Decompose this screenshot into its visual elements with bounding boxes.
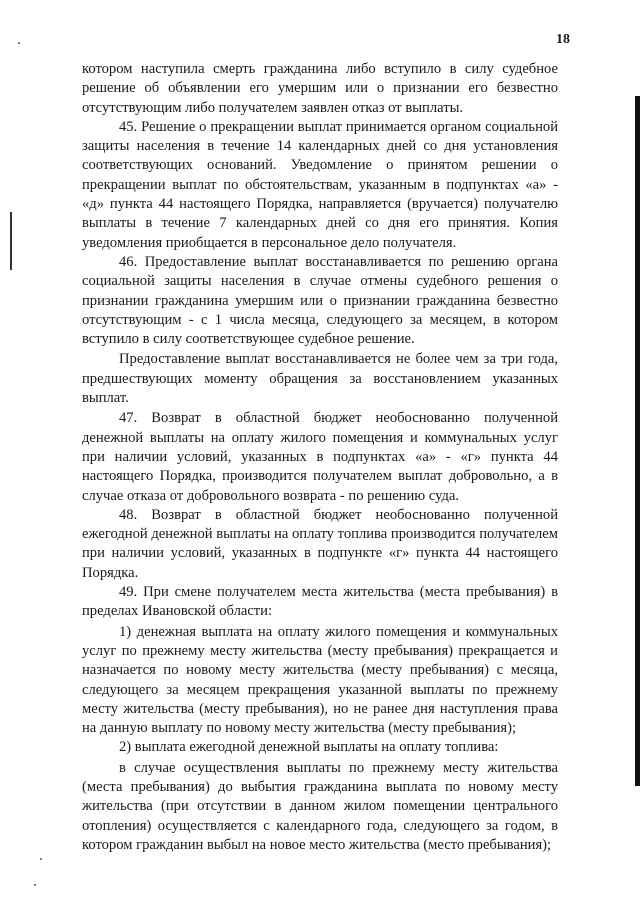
paragraph-48: 48. Возврат в областной бюджет необоснованно полученной ежегодной денежной выплаты на оплату топлива производится получателем при наличии условий, указанных в подпункте «г» пункта 44 настоящего Порядка. xyxy=(82,506,558,581)
scan-speck xyxy=(18,42,20,44)
paragraph-46: 46. Предоставление выплат восстанавливается по решению органа социальной защиты населения в случае отмены судебного решения о признании гражданина умершим или о признании гражданина безвестно отсутствующим - с 1 числа месяца, следующего за месяцем, в котором вступило в силу соответствующее судебное решение. xyxy=(82,253,558,348)
paragraph-47: 47. Возврат в областной бюджет необоснованно полученной денежной выплаты на оплату жилого помещения и коммунальных услуг при наличии условий, указанных в подпунктах «а» - «г» пункта 44 настоящего Порядка, производится получателем выплат добровольно, а в случае отказа от добровольного возврата - по решению суда. xyxy=(82,410,558,504)
paragraph-49: 49. При смене получателем места жительства (места пребывания) в пределах Ивановской области: xyxy=(82,584,558,620)
paragraph-46-restoration: Предоставление выплат восстанавливается не более чем за три года, предшествующих моменту обращения за восстановлением указанных выплат. xyxy=(82,351,558,407)
page-number: 18 xyxy=(556,32,570,47)
paragraph-49-item-2-case: в случае осуществления выплаты по прежнему месту жительства (места пребывания) до выбытия гражданина выплата по новому месту жительства (при отсутствии в данном жилом помещении центрального отопления) осуществляется с календарного года, следующего за годом, в котором гражданин выбыл на новое место жительства (место пребывания); xyxy=(82,759,558,853)
scan-edge-shadow xyxy=(635,96,640,786)
paragraph-49-item-2: 2) выплата ежегодной денежной выплаты на оплату топлива: xyxy=(119,739,499,756)
scan-speck xyxy=(34,884,36,886)
scan-speck xyxy=(40,858,42,860)
document-body xyxy=(82,60,558,855)
paragraph-49-item-1: 1) денежная выплата на оплату жилого помещения и коммунальных услуг по прежнему месту жительства (месту пребывания) прекращается и назначается по новому месту жительства (месту пребывания) с месяца, следующего за месяцем прекращения указанной выплаты по прежнему месту жительства (месту пребывания), но не ранее дня наступления права на данную выплату по новому месту жительства (месту пребывания); xyxy=(82,623,558,737)
paragraph-45: 45. Решение о прекращении выплат принимается органом социальной защиты населения в течение 14 календарных дней со дня установления соответствующих оснований. Уведомление о принятом решении о прекращении выплат по обстоятельствам, указанным в подпунктах «а» - «д» пункта 44 настоящего Порядка, направляется (вручается) получателю выплаты в течение 7 календарных дней со дня его принятия. Копия уведомления приобщается в персональное дело получателя. xyxy=(82,118,558,251)
paragraph-continuation: котором наступила смерть гражданина либо вступило в силу судебное решение об объявлении его умершим или о признании его безвестно отсутствующим либо получателем заявлен отказ от выплаты. xyxy=(82,61,558,116)
scan-margin-mark xyxy=(10,212,12,270)
